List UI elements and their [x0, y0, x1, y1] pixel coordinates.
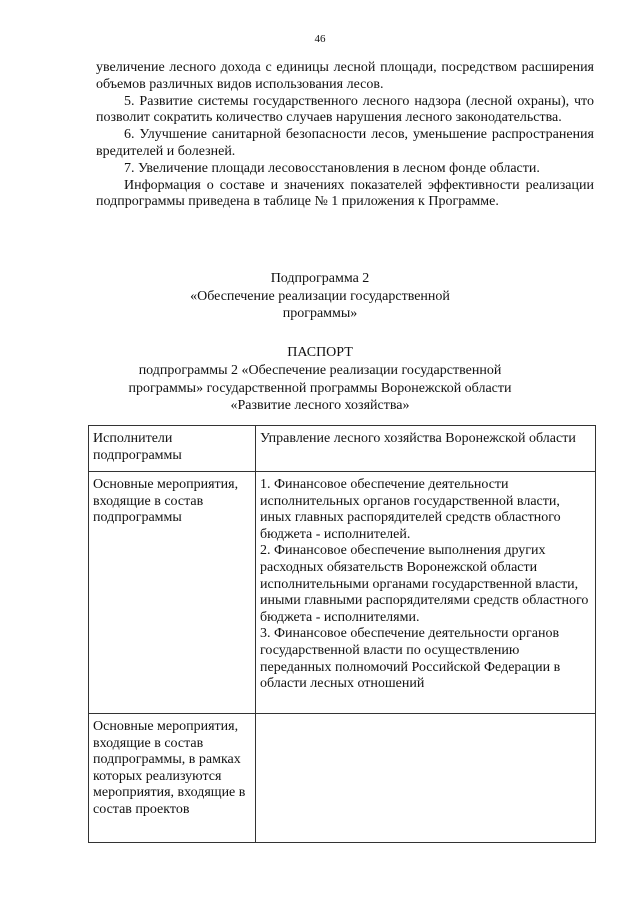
paragraph-3: 6. Улучшение санитарной безопасности лесов, уменьшение распространения вредителей и болезней. — [96, 127, 594, 159]
table-row — [89, 472, 596, 714]
row-label-executors: Исполнители подпрограммы — [89, 426, 256, 472]
subprogram-heading — [0, 270, 640, 323]
passport-table — [88, 425, 596, 843]
subprogram-line-3: программы» — [282, 306, 358, 321]
paragraph-5: Информация о составе и значениях показателей эффективности реализации подпрограммы приведена в таблице № 1 приложения к Программе. — [96, 177, 594, 210]
page-number: 46 — [314, 33, 326, 45]
body-text — [96, 60, 594, 211]
activity-item-3: 3. Финансовое обеспечение деятельности органов государственной власти по осуществлению переданных полномочий Российской Федерации в области лесных отношений — [260, 626, 561, 692]
paragraph-1: увеличение лесного дохода с единицы лесной площади, посредством расширения объемов различных видов использования лесов. — [96, 60, 594, 92]
subprogram-line-2: «Обеспечение реализации государственной — [190, 288, 450, 304]
row-value-main-activities — [256, 472, 596, 714]
paragraph-2: 5. Развитие системы государственного лесного надзора (лесной охраны), что позволит сократить количество случаев нарушения лесного законодательства. — [96, 93, 594, 126]
passport-title: ПАСПОРТ — [287, 345, 353, 360]
paragraph-4: 7. Увеличение площади лесовосстановления в лесном фонде области. — [124, 160, 540, 176]
passport-subtitle — [0, 362, 640, 415]
table-row — [89, 426, 596, 472]
passport-subtitle-line-2: программы» государственной программы Воронежской области — [128, 380, 512, 396]
passport-subtitle-line-1: подпрограммы 2 «Обеспечение реализации государственной — [138, 363, 502, 378]
row-label-project-activities: Основные мероприятия, входящие в состав подпрограммы, в рамках которых реализуются мероприятия, входящие в состав проектов — [89, 714, 256, 843]
row-value-project-activities — [256, 714, 596, 843]
activity-item-1: 1. Финансовое обеспечение деятельности исполнительных органов государственной власти, иных главных распорядителей средств областного бюджета - исполнителей. — [260, 477, 561, 542]
passport-subtitle-line-3: «Развитие лесного хозяйства» — [230, 398, 410, 413]
activity-item-2: 2. Финансовое обеспечение выполнения других расходных обязательств Воронежской области исполнительными органами государственной власти, иными главными распорядителями средств областного бюджета - исполнителями. — [260, 543, 589, 625]
table-row — [89, 714, 596, 843]
row-label-main-activities: Основные мероприятия, входящие в состав подпрограммы — [89, 472, 256, 714]
subprogram-line-1: Подпрограмма 2 — [270, 271, 370, 286]
row-value-executors: Управление лесного хозяйства Воронежской области — [256, 426, 596, 472]
